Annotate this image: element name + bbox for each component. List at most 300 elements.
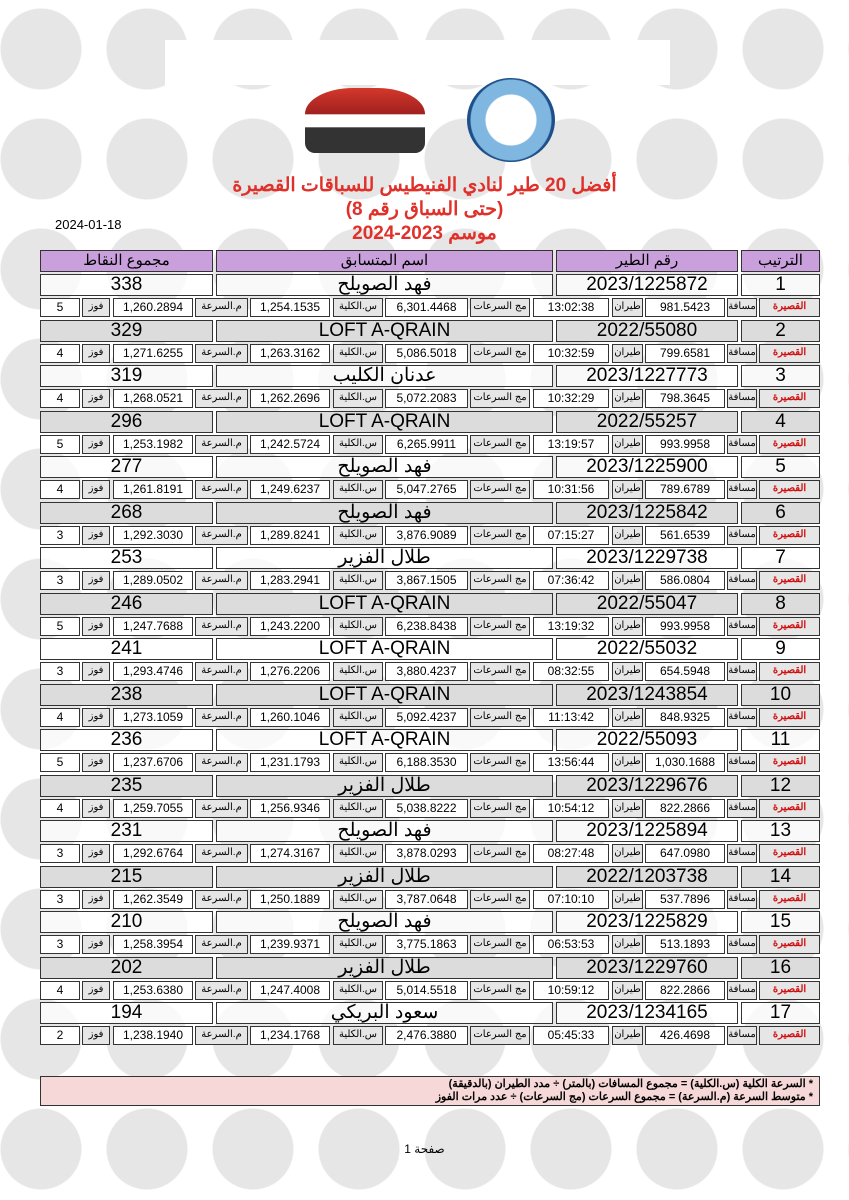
points-cell: 246 [40, 593, 213, 615]
wins-label: فوز [82, 799, 110, 818]
avg-speed-value: 1,273.1059 [113, 708, 193, 727]
flight-label: طيران [612, 389, 643, 408]
sum-speeds-label: مج السرعات [470, 981, 530, 1000]
distance-value: 537.7896 [645, 890, 725, 909]
total-speed-value: 1,249.6237 [250, 480, 330, 499]
wins-value: 3 [40, 890, 80, 909]
flight-time-value: 10:31:56 [533, 480, 609, 499]
total-speed-value: 1,239.9371 [250, 935, 330, 954]
competitor-name-cell: فهد الصويلح [216, 911, 553, 933]
wins-label: فوز [82, 571, 110, 590]
ring-number-cell: 2022/55032 [556, 638, 738, 660]
wins-value: 4 [40, 799, 80, 818]
ring-number-cell: 2023/1229760 [556, 957, 738, 979]
wins-value: 5 [40, 298, 80, 317]
avg-speed-label: م.السرعة [195, 799, 248, 818]
sum-speeds-label: مج السرعات [470, 526, 530, 545]
flight-label: طيران [612, 1026, 643, 1045]
flight-time-value: 13:56:44 [533, 753, 609, 772]
sum-speeds-value: 3,787.0648 [385, 890, 468, 909]
club-logo [305, 88, 425, 153]
rank-cell: 7 [741, 547, 820, 569]
sum-speeds-value: 6,265.9911 [385, 435, 468, 454]
total-speed-label: س.الكلية [333, 617, 383, 636]
avg-speed-value: 1,292.6764 [113, 844, 193, 863]
header-rank: الترتيب [741, 250, 820, 272]
distance-value: 981.5423 [645, 298, 725, 317]
category-label: القصيرة [759, 526, 820, 545]
wins-label: فوز [82, 435, 110, 454]
distance-label: مسافة [727, 344, 757, 363]
flight-label: طيران [612, 435, 643, 454]
flight-time-value: 06:53:53 [533, 935, 609, 954]
avg-speed-label: م.السرعة [195, 571, 248, 590]
points-cell: 202 [40, 957, 213, 979]
distance-label: مسافة [727, 298, 757, 317]
sum-speeds-label: مج السرعات [470, 799, 530, 818]
total-speed-value: 1,262.2696 [250, 389, 330, 408]
sum-speeds-label: مج السرعات [470, 844, 530, 863]
competitor-name-cell: فهد الصويلح [216, 456, 553, 478]
distance-label: مسافة [727, 662, 757, 681]
wins-label: فوز [82, 890, 110, 909]
ring-number-cell: 2023/1225872 [556, 274, 738, 296]
sum-speeds-label: مج السرعات [470, 298, 530, 317]
rank-cell: 17 [741, 1002, 820, 1024]
distance-value: 993.9958 [645, 617, 725, 636]
sum-speeds-value: 5,014.5518 [385, 981, 468, 1000]
wins-label: فوز [82, 753, 110, 772]
wins-label: فوز [82, 480, 110, 499]
competitor-name-cell: طلال الفزير [216, 547, 553, 569]
competitor-name-cell: سعود البريكي [216, 1002, 553, 1024]
wins-label: فوز [82, 617, 110, 636]
blank-header-box [165, 40, 670, 85]
points-cell: 194 [40, 1002, 213, 1024]
total-speed-label: س.الكلية [333, 662, 383, 681]
category-label: القصيرة [759, 435, 820, 454]
flight-time-value: 13:19:32 [533, 617, 609, 636]
avg-speed-value: 1,261.8191 [113, 480, 193, 499]
avg-speed-value: 1,292.3030 [113, 526, 193, 545]
federation-logo [467, 78, 555, 162]
flight-time-value: 10:32:59 [533, 344, 609, 363]
avg-speed-value: 1,247.7688 [113, 617, 193, 636]
total-speed-value: 1,260.1046 [250, 708, 330, 727]
ring-number-cell: 2023/1229738 [556, 547, 738, 569]
rank-cell: 9 [741, 638, 820, 660]
flight-label: طيران [612, 753, 643, 772]
total-speed-label: س.الكلية [333, 890, 383, 909]
rank-cell: 13 [741, 820, 820, 842]
wins-label: فوز [82, 526, 110, 545]
avg-speed-label: م.السرعة [195, 480, 248, 499]
avg-speed-label: م.السرعة [195, 844, 248, 863]
competitor-name-cell: عدنان الكليب [216, 365, 553, 387]
flight-label: طيران [612, 298, 643, 317]
total-speed-label: س.الكلية [333, 753, 383, 772]
sum-speeds-value: 3,775.1863 [385, 935, 468, 954]
avg-speed-value: 1,237.6706 [113, 753, 193, 772]
distance-value: 822.2866 [645, 981, 725, 1000]
ring-number-cell: 2023/1225894 [556, 820, 738, 842]
flight-label: طيران [612, 708, 643, 727]
total-speed-label: س.الكلية [333, 526, 383, 545]
ring-number-cell: 2023/1243854 [556, 684, 738, 706]
avg-speed-value: 1,271.6255 [113, 344, 193, 363]
avg-speed-label: م.السرعة [195, 435, 248, 454]
total-speed-value: 1,247.4008 [250, 981, 330, 1000]
points-cell: 236 [40, 729, 213, 751]
total-speed-label: س.الكلية [333, 844, 383, 863]
total-speed-label: س.الكلية [333, 981, 383, 1000]
distance-value: 798.3645 [645, 389, 725, 408]
ring-number-cell: 2023/1225842 [556, 502, 738, 524]
distance-label: مسافة [727, 708, 757, 727]
competitor-name-cell: LOFT A-QRAIN [216, 638, 553, 660]
flight-label: طيران [612, 890, 643, 909]
total-speed-label: س.الكلية [333, 708, 383, 727]
rank-cell: 6 [741, 502, 820, 524]
competitor-name-cell: فهد الصويلح [216, 274, 553, 296]
sum-speeds-label: مج السرعات [470, 344, 530, 363]
flight-label: طيران [612, 617, 643, 636]
category-label: القصيرة [759, 890, 820, 909]
rank-cell: 14 [741, 866, 820, 888]
distance-value: 822.2866 [645, 799, 725, 818]
rank-cell: 15 [741, 911, 820, 933]
flight-time-value: 13:19:57 [533, 435, 609, 454]
sum-speeds-label: مج السرعات [470, 617, 530, 636]
category-label: القصيرة [759, 480, 820, 499]
flight-label: طيران [612, 844, 643, 863]
header-ring: رقم الطير [556, 250, 738, 272]
distance-label: مسافة [727, 753, 757, 772]
total-speed-label: س.الكلية [333, 480, 383, 499]
competitor-name-cell: طلال الفزير [216, 775, 553, 797]
wins-label: فوز [82, 935, 110, 954]
competitor-name-cell: فهد الصويلح [216, 502, 553, 524]
avg-speed-label: م.السرعة [195, 617, 248, 636]
avg-speed-label: م.السرعة [195, 389, 248, 408]
ring-number-cell: 2022/55080 [556, 320, 738, 342]
category-label: القصيرة [759, 1026, 820, 1045]
flight-time-value: 08:27:48 [533, 844, 609, 863]
wins-label: فوز [82, 662, 110, 681]
total-speed-label: س.الكلية [333, 389, 383, 408]
avg-speed-value: 1,258.3954 [113, 935, 193, 954]
ring-number-cell: 2023/1227773 [556, 365, 738, 387]
total-speed-value: 1,234.1768 [250, 1026, 330, 1045]
total-speed-label: س.الكلية [333, 571, 383, 590]
flight-time-value: 10:59:12 [533, 981, 609, 1000]
avg-speed-label: م.السرعة [195, 981, 248, 1000]
sum-speeds-value: 3,867.1505 [385, 571, 468, 590]
flight-label: طيران [612, 526, 643, 545]
total-speed-label: س.الكلية [333, 1026, 383, 1045]
wins-label: فوز [82, 844, 110, 863]
page-number: صفحة 1 [404, 1142, 445, 1156]
sum-speeds-value: 5,047.2765 [385, 480, 468, 499]
distance-value: 586.0804 [645, 571, 725, 590]
total-speed-value: 1,254.1535 [250, 298, 330, 317]
rank-cell: 4 [741, 411, 820, 433]
flight-time-value: 07:10:10 [533, 890, 609, 909]
points-cell: 338 [40, 274, 213, 296]
points-cell: 231 [40, 820, 213, 842]
avg-speed-label: م.السرعة [195, 344, 248, 363]
total-speed-value: 1,243.2200 [250, 617, 330, 636]
points-cell: 277 [40, 456, 213, 478]
header-points: مجموع النقاط [40, 250, 213, 272]
flight-label: طيران [612, 344, 643, 363]
rank-cell: 2 [741, 320, 820, 342]
ring-number-cell: 2023/1225829 [556, 911, 738, 933]
distance-label: مسافة [727, 981, 757, 1000]
distance-label: مسافة [727, 526, 757, 545]
total-speed-value: 1,231.1793 [250, 753, 330, 772]
rank-cell: 10 [741, 684, 820, 706]
competitor-name-cell: LOFT A-QRAIN [216, 411, 553, 433]
rank-cell: 5 [741, 456, 820, 478]
competitor-name-cell: LOFT A-QRAIN [216, 729, 553, 751]
avg-speed-value: 1,259.7055 [113, 799, 193, 818]
sum-speeds-value: 3,880.4237 [385, 662, 468, 681]
avg-speed-label: م.السرعة [195, 753, 248, 772]
ring-number-cell: 2022/55093 [556, 729, 738, 751]
avg-speed-label: م.السرعة [195, 935, 248, 954]
flight-time-value: 05:45:33 [533, 1026, 609, 1045]
note-total-speed: * السرعة الكلية (س.الكلية) = مجموع المسافات (بالمتر) ÷ مدد الطيران (بالدقيقة) [448, 1078, 813, 1090]
sum-speeds-value: 3,878.0293 [385, 844, 468, 863]
total-speed-value: 1,274.3167 [250, 844, 330, 863]
rank-cell: 3 [741, 365, 820, 387]
ring-number-cell: 2022/1203738 [556, 866, 738, 888]
sum-speeds-value: 6,188.3530 [385, 753, 468, 772]
competitor-name-cell: فهد الصويلح [216, 820, 553, 842]
rank-cell: 11 [741, 729, 820, 751]
report-date: 2024-01-18 [55, 217, 122, 232]
wins-value: 4 [40, 480, 80, 499]
wins-label: فوز [82, 298, 110, 317]
rank-cell: 16 [741, 957, 820, 979]
category-label: القصيرة [759, 298, 820, 317]
avg-speed-value: 1,293.4746 [113, 662, 193, 681]
ring-number-cell: 2022/55047 [556, 593, 738, 615]
flight-label: طيران [612, 981, 643, 1000]
distance-label: مسافة [727, 844, 757, 863]
competitor-name-cell: LOFT A-QRAIN [216, 593, 553, 615]
points-cell: 238 [40, 684, 213, 706]
category-label: القصيرة [759, 662, 820, 681]
wins-label: فوز [82, 708, 110, 727]
wins-value: 3 [40, 844, 80, 863]
avg-speed-value: 1,253.6380 [113, 981, 193, 1000]
flight-time-value: 11:13:42 [533, 708, 609, 727]
points-cell: 241 [40, 638, 213, 660]
ring-number-cell: 2023/1229676 [556, 775, 738, 797]
wins-value: 3 [40, 571, 80, 590]
wins-value: 5 [40, 617, 80, 636]
sum-speeds-label: مج السرعات [470, 389, 530, 408]
distance-value: 848.9325 [645, 708, 725, 727]
points-cell: 210 [40, 911, 213, 933]
points-cell: 329 [40, 320, 213, 342]
category-label: القصيرة [759, 571, 820, 590]
points-cell: 253 [40, 547, 213, 569]
wins-label: فوز [82, 389, 110, 408]
category-label: القصيرة [759, 844, 820, 863]
avg-speed-value: 1,260.2894 [113, 298, 193, 317]
points-cell: 296 [40, 411, 213, 433]
category-label: القصيرة [759, 753, 820, 772]
note-avg-speed: * متوسط السرعة (م.السرعة) = مجموع السرعات (مج السرعات) ÷ عدد مرات الفوز [435, 1091, 813, 1103]
sum-speeds-value: 6,238.8438 [385, 617, 468, 636]
flight-label: طيران [612, 662, 643, 681]
avg-speed-label: م.السرعة [195, 526, 248, 545]
distance-label: مسافة [727, 890, 757, 909]
sum-speeds-value: 6,301.4468 [385, 298, 468, 317]
avg-speed-value: 1,238.1940 [113, 1026, 193, 1045]
wins-value: 5 [40, 435, 80, 454]
category-label: القصيرة [759, 389, 820, 408]
distance-value: 647.0980 [645, 844, 725, 863]
formula-notes [40, 1076, 820, 1106]
avg-speed-value: 1,289.0502 [113, 571, 193, 590]
sum-speeds-label: مج السرعات [470, 890, 530, 909]
flight-time-value: 10:54:12 [533, 799, 609, 818]
sum-speeds-label: مج السرعات [470, 753, 530, 772]
rank-cell: 1 [741, 274, 820, 296]
distance-label: مسافة [727, 480, 757, 499]
distance-value: 561.6539 [645, 526, 725, 545]
flight-time-value: 13:02:38 [533, 298, 609, 317]
wins-value: 5 [40, 753, 80, 772]
category-label: القصيرة [759, 617, 820, 636]
category-label: القصيرة [759, 935, 820, 954]
category-label: القصيرة [759, 981, 820, 1000]
sum-speeds-value: 2,476.3880 [385, 1026, 468, 1045]
total-speed-value: 1,263.3162 [250, 344, 330, 363]
distance-value: 789.6789 [645, 480, 725, 499]
avg-speed-label: م.السرعة [195, 1026, 248, 1045]
avg-speed-label: م.السرعة [195, 708, 248, 727]
distance-value: 426.4698 [645, 1026, 725, 1045]
ring-number-cell: 2023/1234165 [556, 1002, 738, 1024]
total-speed-value: 1,250.1889 [250, 890, 330, 909]
wins-value: 4 [40, 389, 80, 408]
competitor-name-cell: طلال الفزير [216, 957, 553, 979]
ring-number-cell: 2023/1225900 [556, 456, 738, 478]
ring-number-cell: 2022/55257 [556, 411, 738, 433]
flight-label: طيران [612, 571, 643, 590]
total-speed-value: 1,283.2941 [250, 571, 330, 590]
sum-speeds-value: 5,086.5018 [385, 344, 468, 363]
flight-time-value: 07:36:42 [533, 571, 609, 590]
wins-value: 4 [40, 344, 80, 363]
wins-label: فوز [82, 981, 110, 1000]
total-speed-value: 1,256.9346 [250, 799, 330, 818]
sum-speeds-value: 3,876.9089 [385, 526, 468, 545]
distance-label: مسافة [727, 389, 757, 408]
sum-speeds-label: مج السرعات [470, 708, 530, 727]
avg-speed-label: م.السرعة [195, 890, 248, 909]
avg-speed-label: م.السرعة [195, 662, 248, 681]
wins-label: فوز [82, 344, 110, 363]
sum-speeds-value: 5,092.4237 [385, 708, 468, 727]
sum-speeds-value: 5,038.8222 [385, 799, 468, 818]
flight-label: طيران [612, 935, 643, 954]
wins-label: فوز [82, 1026, 110, 1045]
distance-label: مسافة [727, 617, 757, 636]
avg-speed-value: 1,262.3549 [113, 890, 193, 909]
distance-value: 513.1893 [645, 935, 725, 954]
total-speed-value: 1,242.5724 [250, 435, 330, 454]
distance-label: مسافة [727, 799, 757, 818]
avg-speed-value: 1,253.1982 [113, 435, 193, 454]
total-speed-label: س.الكلية [333, 435, 383, 454]
sum-speeds-label: مج السرعات [470, 1026, 530, 1045]
flight-time-value: 07:15:27 [533, 526, 609, 545]
wins-value: 3 [40, 662, 80, 681]
sum-speeds-label: مج السرعات [470, 435, 530, 454]
season-label: موسم 2023-2024 [352, 223, 497, 244]
distance-label: مسافة [727, 935, 757, 954]
wins-value: 2 [40, 1026, 80, 1045]
total-speed-value: 1,276.2206 [250, 662, 330, 681]
competitor-name-cell: طلال الفزير [216, 866, 553, 888]
total-speed-label: س.الكلية [333, 344, 383, 363]
category-label: القصيرة [759, 799, 820, 818]
total-speed-label: س.الكلية [333, 935, 383, 954]
sum-speeds-label: مج السرعات [470, 662, 530, 681]
sum-speeds-label: مج السرعات [470, 935, 530, 954]
wins-value: 3 [40, 526, 80, 545]
category-label: القصيرة [759, 344, 820, 363]
flight-time-value: 08:32:55 [533, 662, 609, 681]
flight-time-value: 10:32:29 [533, 389, 609, 408]
report-subtitle: (حتى السباق رقم 8) [345, 199, 504, 220]
sum-speeds-label: مج السرعات [470, 480, 530, 499]
total-speed-label: س.الكلية [333, 298, 383, 317]
points-cell: 235 [40, 775, 213, 797]
category-label: القصيرة [759, 708, 820, 727]
total-speed-label: س.الكلية [333, 799, 383, 818]
distance-label: مسافة [727, 571, 757, 590]
sum-speeds-value: 5,072.2083 [385, 389, 468, 408]
points-cell: 215 [40, 866, 213, 888]
wins-value: 4 [40, 981, 80, 1000]
rank-cell: 8 [741, 593, 820, 615]
total-speed-value: 1,289.8241 [250, 526, 330, 545]
flight-label: طيران [612, 480, 643, 499]
points-cell: 268 [40, 502, 213, 524]
sum-speeds-label: مج السرعات [470, 571, 530, 590]
distance-value: 654.5948 [645, 662, 725, 681]
competitor-name-cell: LOFT A-QRAIN [216, 684, 553, 706]
flight-label: طيران [612, 799, 643, 818]
points-cell: 319 [40, 365, 213, 387]
report-title: أفضل 20 طير لنادي الفنيطيس للسباقات القصيرة [232, 175, 617, 196]
avg-speed-label: م.السرعة [195, 298, 248, 317]
wins-value: 3 [40, 935, 80, 954]
distance-label: مسافة [727, 435, 757, 454]
competitor-name-cell: LOFT A-QRAIN [216, 320, 553, 342]
distance-value: 799.6581 [645, 344, 725, 363]
wins-value: 4 [40, 708, 80, 727]
distance-value: 1,030.1688 [645, 753, 725, 772]
distance-value: 993.9958 [645, 435, 725, 454]
